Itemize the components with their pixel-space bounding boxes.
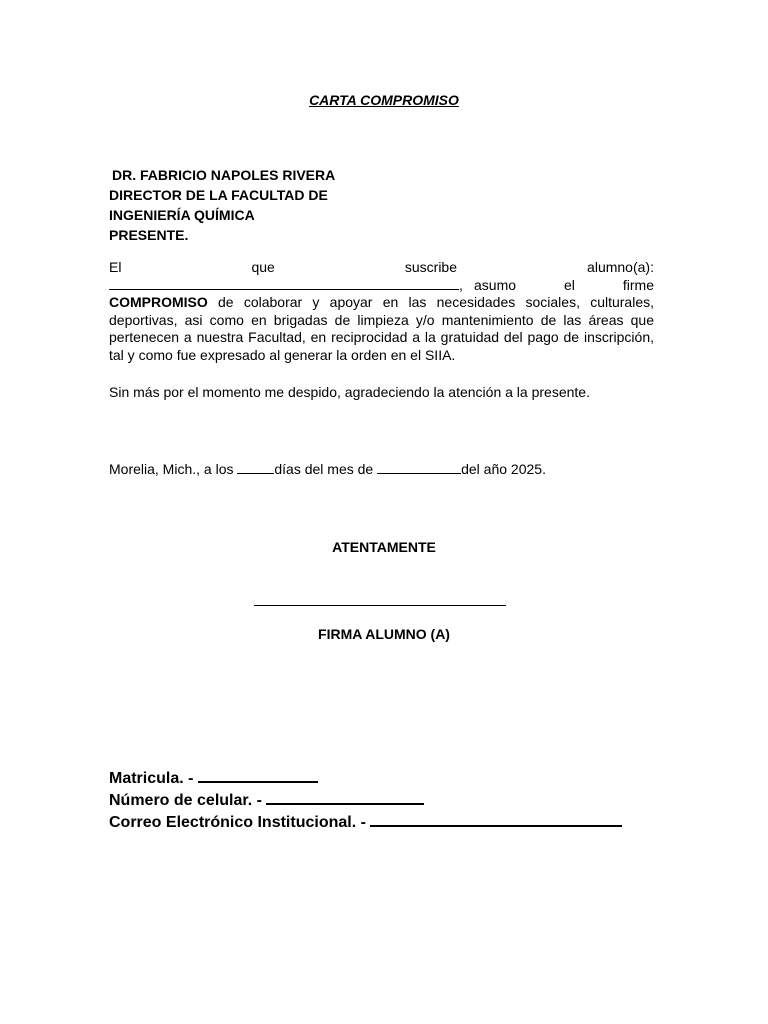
body-line-1: [109, 259, 654, 277]
student-name-blank[interactable]: [109, 277, 459, 290]
closing-text: Sin más por el momento me despido, agradeciendo la atención a la presente.: [109, 384, 590, 400]
body-line-2: [109, 277, 654, 295]
addressee-block: [109, 165, 335, 245]
addressee-position-line2: INGENIERÍA QUÍMICA: [109, 207, 255, 223]
celular-label: Número de celular. -: [109, 792, 267, 809]
word-el-2: el: [564, 276, 575, 293]
body-paragraph: [109, 259, 654, 364]
word-que: que: [251, 259, 275, 275]
month-blank[interactable]: [377, 461, 461, 474]
addressee-position-line1: DIRECTOR DE LA FACULTAD DE: [109, 187, 328, 203]
correo-row: [109, 811, 622, 833]
student-fields: [109, 767, 622, 833]
date-suffix: del año 2025.: [461, 461, 546, 477]
celular-blank[interactable]: [266, 789, 424, 805]
comma: ,: [459, 276, 463, 293]
body-line-2-words: [474, 277, 654, 295]
correo-blank[interactable]: [370, 811, 622, 827]
atentamente-label: ATENTAMENTE: [332, 539, 436, 555]
word-el: El: [109, 259, 122, 275]
word-suscribe: suscribe: [404, 259, 458, 275]
day-blank[interactable]: [237, 461, 274, 474]
compromiso-bold: COMPROMISO: [109, 294, 208, 310]
correo-label: Correo Electrónico Institucional. -: [109, 814, 371, 831]
addressee-salutation: PRESENTE.: [109, 227, 189, 243]
date-line: [109, 461, 546, 477]
word-alumno: alumno(a):: [587, 259, 654, 275]
date-prefix: Morelia, Mich., a los: [109, 461, 238, 477]
signature-label: FIRMA ALUMNO (A): [318, 626, 450, 642]
matricula-label: Matricula. -: [109, 770, 198, 787]
student-name-blank-wrap: [109, 277, 463, 295]
date-middle: días del mes de: [274, 461, 378, 477]
addressee-name: DR. FABRICIO NAPOLES RIVERA: [112, 167, 336, 183]
matricula-row: [109, 767, 622, 789]
signature-line[interactable]: [254, 605, 506, 606]
word-asumo: asumo: [474, 276, 517, 293]
celular-row: [109, 789, 622, 811]
document-title: CARTA COMPROMISO: [309, 92, 459, 108]
word-firme: firme: [622, 276, 654, 293]
body-paragraph-text: [109, 294, 654, 364]
paragraph-rest: de colaborar y apoyar en las necesidades sociales, culturales, deportivas, asi como en brigadas de limpieza y/o mantenimiento de las áreas que pertenecen a nuestra Facultad, en reciprocidad a la gratuidad del pago de inscripción, tal y como fue expresado al generar la orden en el SIIA.: [109, 294, 654, 363]
matricula-blank[interactable]: [198, 767, 318, 783]
